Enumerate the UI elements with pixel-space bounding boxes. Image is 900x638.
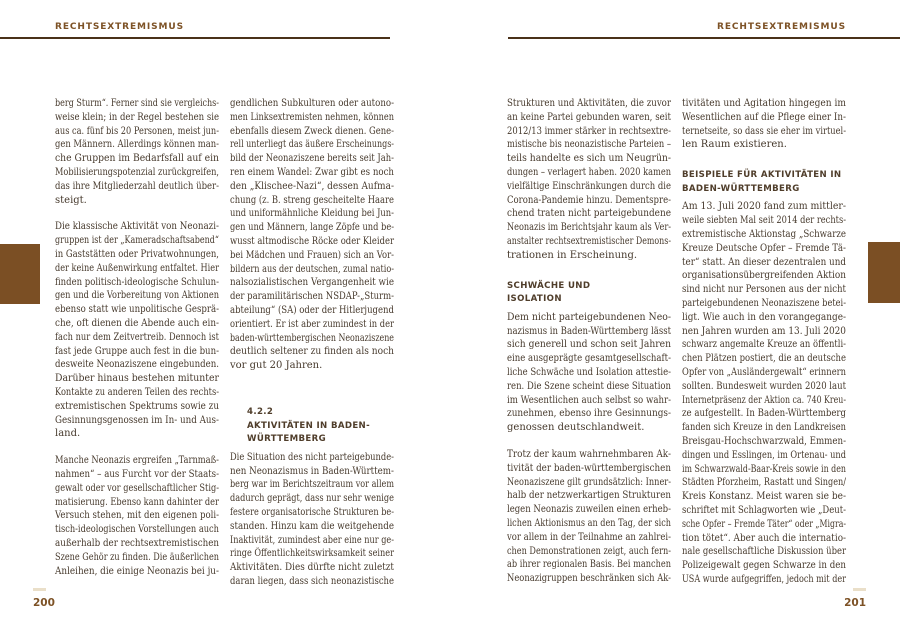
text-line: legen Neonazis zuweilen einen erheb- [507,504,671,516]
margin-tab-left [0,244,40,304]
text-line: ab ihrer regionalen Basis. Bei manchen [507,559,671,571]
text-line: ebenso statt wie unpolitische Gesprä- [55,304,219,316]
text-line: das ihre Mitgliederzahl deutlich über- [55,180,219,192]
text-line: ze aufgestellt. In Baden-Württemberg [682,408,846,420]
text-line: parteigebundenen Neonaziszene betei- [682,297,846,309]
text-line: finden politisch-ideologische Schulun- [55,276,219,288]
paragraph [507,97,671,263]
text-line: SCHWÄCHE UND [507,280,591,291]
text-line: orientiert. Er ist aber zumindest in der [230,318,394,330]
text-line: bild der Neonaziszene bereits seit Jah- [230,153,394,165]
text-line: Die Situation des nicht parteigebunde- [230,451,394,463]
paragraph [507,448,671,586]
text-line: USA wurde aufgegriffen, jedoch mit der [682,573,846,585]
text-line: Trotz der kaum wahrnehmbaren Ak- [507,448,671,460]
text-line: Neonazis im Berichtsjahr kaum als Ver- [507,222,671,234]
text-line: sche Opfer – Fremde Täter“ oder „Migra- [682,518,846,530]
text-line: an keine Partei gebunden waren, seit [507,111,671,123]
text-line: dadurch geprägt, dass nur sehr wenige [230,493,394,505]
text-line: anstalter rechtsextremistischer Demons- [507,235,671,247]
text-line: Mobilisierungspotenzial zurückgreifen, [55,166,219,178]
text-line: wusst altmodische Röcke oder Kleider [230,235,394,247]
text-line: sich generell und schon seit Jahren [507,339,671,351]
text-line: der paramilitärischen NSDAP-„Sturm- [230,291,394,303]
text-line: im Wesentlichen auch selbst so wahr- [507,394,671,406]
text-line: che Gruppen im Bedarfsfall auf ein [55,153,219,165]
page-number-right: 201 [844,597,866,609]
text-line: gen und Männern, lange Zöpfe und be- [230,222,394,234]
text-line: weile siebten Mal seit 2014 der rechts- [682,215,846,227]
text-line: Dem nicht parteigebundenen Neo- [507,311,671,323]
text-line: BEISPIELE FÜR AKTIVITÄTEN IN [682,170,842,181]
text-line: eine ausgeprägte gesamtgesellschaft- [507,353,671,365]
text-line: vor gut 20 Jahren. [230,360,323,372]
section-heading [507,280,671,307]
running-head-right: RECHTSEXTREMISMUS [717,22,846,32]
text-line: tisch-ideologischen Vorstellungen auch [55,524,219,536]
text-line: 2012/13 immer stärker in rechtsextre- [507,125,671,137]
paragraph [230,451,394,589]
text-line: vielfältige Einschränkungen durch die [507,180,671,192]
text-line: Polizeigewalt gegen Schwarze in den [682,560,846,572]
text-line: nale gesellschaftliche Diskussion über [682,546,846,558]
paragraph [55,220,219,441]
text-line: 4.2.2 [247,406,274,417]
text-line: WÜRTTEMBERG [247,434,326,445]
text-line: genossen deutschlandweit. [507,422,645,434]
text-line: Breisgau-Hochschwarzwald, Emmen- [682,435,846,447]
text-line: und uniformähnliche Kleidung bei Jun- [230,208,394,220]
text-column-2 [230,97,394,589]
text-line: nazismus in Baden-Württemberg lässt [507,325,671,337]
text-line: baden-württembergischen Neonaziszene [230,332,394,344]
section-heading [230,406,394,447]
text-line: ren einem Wandel: Zwar gibt es noch [230,166,394,178]
text-line: gen Männern. Allerdings können man- [55,139,219,151]
text-line: aus ca. fünf bis 20 Personen, meist jun- [55,125,219,137]
text-line: tivitäten und Agitation hingegen im [682,98,846,109]
text-line: dungen – verlagert haben. 2020 kamen [507,166,671,178]
text-line: Aktivitäten. Dies dürfte nicht zuletzt [230,562,394,574]
text-line: ringe Öffentlichkeitswirksamkeit seiner [230,548,394,560]
header-rule-left [0,37,390,39]
text-line: Gesinnungsgenossen im In- und Aus- [55,414,219,426]
text-line: abteilung“ (SA) oder der Hitlerjugend [230,304,394,316]
text-line: ligt. Wie auch in den vorangegange- [682,311,846,323]
text-line: nalsozialistischen Vergangenheit wie [230,277,394,289]
text-line: Darüber hinaus bestehen mitunter [55,373,219,385]
paragraph [55,97,219,207]
text-line: chung (z. B. streng gescheitelte Haare [230,194,394,206]
page-number-left: 200 [33,597,55,609]
text-line: tion tötet“. Aber auch die internatio- [682,532,846,544]
text-line: land. [55,428,81,440]
text-line: nahmen“ – aus Furcht vor der Staats- [55,468,219,480]
paragraph [55,454,219,578]
text-line: sind nicht nur Personen aus der nicht [682,284,846,296]
text-line: Neonaziszene gilt grundsätzlich: Inner- [507,476,671,488]
paragraph [230,97,394,373]
text-column-4 [682,97,846,587]
text-line: außerhalb der rechtsextremistischen [55,537,219,549]
text-line: che, oft dienen die Abende auch ein- [55,317,219,329]
text-line: weise klein; in der Regel bestehen sie [55,111,219,123]
text-line: schwarz angemalte Kreuze an öffentli- [682,339,846,351]
page-number-tick-left [33,588,46,591]
page-number-tick-right [853,588,866,591]
text-line: Opfer von „Ausländergewalt“ erinnern [682,366,846,378]
text-line: Am 13. Juli 2020 fand zum mittler- [682,201,846,213]
text-line: lichen Aktionismus an den Tag, der sich [507,517,671,529]
text-line: fanden sich Kreuze in den Landkreisen [682,422,846,434]
text-line: sollten. Bundesweit wurden 2020 laut [682,380,846,392]
text-line: fach nur dem Zeitvertreib. Dennoch ist [55,331,219,343]
text-line: in Gaststätten oder Privatwohnungen, [55,248,219,260]
text-line: deutlich seltener zu finden als noch [230,346,394,358]
text-line: steigt. [55,194,87,206]
text-line: trationen in Erscheinung. [507,249,638,261]
text-line: rell unterliegt das äußere Erscheinungs- [230,139,394,151]
text-line: Manche Neonazis ergreifen „Tarnmaß- [55,455,219,467]
text-line: gruppen ist der „Kameradschaftsabend“ [55,235,219,247]
text-line: Versuch stehen, mit den eigenen poli- [55,510,219,522]
text-line: AKTIVITÄTEN IN BADEN- [247,420,371,431]
text-line: der keine Außenwirkung entfaltet. Hier [55,262,219,274]
margin-tab-right [868,242,900,303]
text-line: Anleihen, die einige Neonazis bei ju- [55,565,219,577]
text-line: ter“ statt. An dieser dezentralen und [682,256,846,268]
paragraph [682,200,846,586]
text-line: gen und die Vorbereitung von Aktionen [55,290,219,302]
text-line: BADEN-WÜRTTEMBERG [682,183,800,194]
text-line: gendlichen Subkulturen oder autono- [230,98,394,109]
header-rule-right [508,37,900,39]
text-line: ISOLATION [507,294,562,305]
text-line: im Schwarzwald-Baar-Kreis sowie in den [682,463,846,475]
text-line: festere organisatorische Strukturen be- [230,506,394,518]
text-line: Inaktivität, zumindest aber eine nur ge- [230,534,394,546]
text-column-3 [507,97,671,586]
text-line: teils handelte es sich um Neugrün- [507,153,671,165]
running-head-left: RECHTSEXTREMISMUS [55,22,184,32]
text-line: gewalt oder vor gesellschaftlicher Stig- [55,482,219,494]
text-line: len Raum existieren. [682,139,787,151]
text-line: tivität der baden-württembergischen [507,462,671,474]
text-line: vor allem in der Teilnahme an zahlrei- [507,531,671,543]
text-line: daran liegen, dass sich neonazistische [230,575,394,587]
text-line: berg war im Berichtszeitraum vor allem [230,479,394,491]
text-line: chend traten nicht parteigebundene [507,208,671,220]
text-line: nen Neonazismus in Baden-Württem- [230,465,394,477]
text-line: fast jede Gruppe auch fest in die bun- [55,345,219,357]
text-line: chen Demonstrationen zeigt, auch fern- [507,545,671,557]
text-line: ternetseite, so dass sie eher im virtuel- [682,125,846,137]
text-line: Kreis Konstanz. Meist waren sie be- [682,491,846,503]
text-line: dingen und Esslingen, im Ortenau- und [682,449,846,461]
text-line: Städten Pforzheim, Rastatt und Singen/ [682,477,846,489]
text-line: nen Jahren wurden am 13. Juli 2020 [682,325,846,337]
paragraph [682,97,846,152]
text-line: standen. Hinzu kam die weitgehende [230,520,394,532]
text-line: matisierung. Ebenso kann dahinter der [55,496,219,508]
text-line: den „Klischee-Nazi“, dessen Aufma- [230,180,394,192]
text-line: desweite Neonaziszene eingebunden. [55,359,219,371]
text-line: berg Sturm“. Ferner sind sie vergleichs- [55,98,219,109]
text-line: ebenfalls diesem Zweck dienen. Gene- [230,125,394,137]
text-line: Szene Gehör zu finden. Die äußerlichen [55,551,219,563]
text-line: Kreuze Deutsche Opfer – Fremde Tä- [682,242,846,254]
text-line: chen Plätzen postiert, die an deutsche [682,353,846,365]
text-line: Internetpräsenz der Aktion ca. 740 Kreu- [682,394,846,406]
text-line: mistische bis neonazistische Parteien – [507,139,671,151]
text-line: extremistische Aktionstag „Schwarze [682,228,846,240]
text-line: organisationsübergreifenden Aktion [682,270,846,282]
text-line: halb der netzwerkartigen Strukturen [507,490,671,502]
text-line: liche Schwäche und Isolation attestie- [507,366,671,378]
text-line: Corona-Pandemie hinzu. Dementspre- [507,194,671,206]
text-line: schriftet mit Schlagworten wie „Deut- [682,504,846,516]
text-line: ren. Die Szene scheint diese Situation [507,380,671,392]
text-line: Strukturen und Aktivitäten, die zuvor [507,98,671,109]
text-line: Wesentlichen auf die Pflege einer In- [682,111,846,123]
text-line: men Linksextremisten nehmen, können [230,111,394,123]
text-line: Neonazigruppen beschränken sich Ak- [507,573,671,585]
text-line: zunehmen, ebenso ihre Gesinnungs- [507,408,671,420]
text-column-1 [55,97,219,578]
text-line: extremistischen Spektrums sowie zu [55,400,219,412]
paragraph [507,311,671,435]
text-line: Kontakte zu anderen Teilen des rechts- [55,386,219,398]
text-line: bildern aus der deutschen, zumal natio- [230,263,394,275]
text-line: bei Mädchen und Frauen) sich an Vor- [230,249,394,261]
text-line: Die klassische Aktivität von Neonazi- [55,221,219,233]
section-heading [682,169,846,196]
